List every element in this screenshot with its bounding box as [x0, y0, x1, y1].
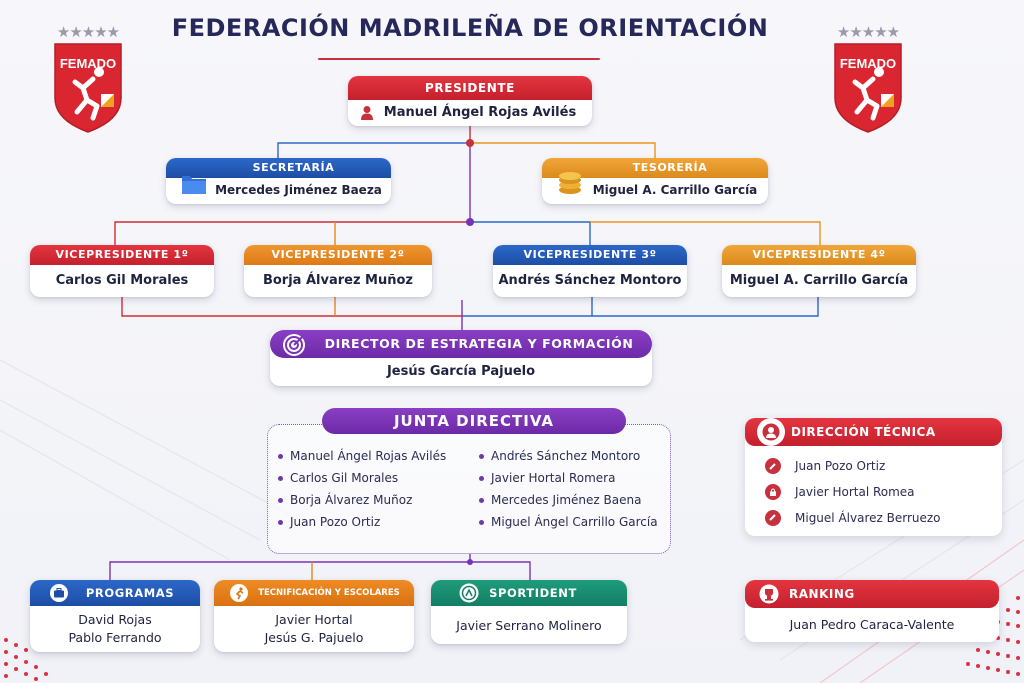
check-icon	[765, 510, 781, 526]
presidente-name: Manuel Ángel Rojas Avilés	[383, 105, 577, 120]
ranking-name: Juan Pedro Caraca-Valente	[789, 617, 955, 632]
person-icon	[757, 418, 785, 446]
folder-icon	[180, 172, 208, 196]
ranking-title: RANKING	[745, 580, 999, 608]
direccion-tecnica-title: DIRECCIÓN TÉCNICA	[745, 418, 1002, 446]
vicepresidente-4-card	[722, 245, 916, 297]
sportident-title: SPORTIDENT	[431, 580, 627, 606]
secretaria-role: SECRETARÍA	[166, 158, 391, 178]
list-item: Javier Hortal Romera	[479, 471, 658, 493]
programas-name-1: David Rojas	[78, 612, 152, 627]
vicepresidente-1-role: VICEPRESIDENTE 1º	[30, 245, 214, 265]
secretaria-card	[166, 158, 391, 204]
briefcase-icon	[50, 584, 68, 602]
runner-icon	[230, 584, 248, 602]
title-underline	[318, 58, 600, 60]
junta-directiva-box	[267, 424, 671, 554]
direccion-tecnica-panel: DIRECCIÓN TÉCNICA Juan Pozo Ortiz Javier Hortal Romea Miguel Álvarez Berruezo	[745, 418, 1002, 536]
tecnificacion-name-2: Jesús G. Pajuelo	[264, 630, 364, 645]
tecnificacion-title: TECNIFICACIÓN Y ESCOLARES	[214, 580, 414, 606]
programas-card	[30, 580, 200, 652]
ranking-panel	[745, 580, 999, 642]
vicepresidente-4-name: Miguel A. Carrillo García	[729, 273, 909, 288]
list-item: Miguel Ángel Carrillo García	[479, 515, 658, 537]
director-card	[270, 330, 652, 386]
lock-icon	[765, 484, 781, 500]
list-item: Manuel Ángel Rojas Avilés	[278, 449, 446, 471]
trophy-icon	[755, 580, 783, 608]
presidente-role: PRESIDENTE	[348, 76, 592, 100]
tecnificacion-name-1: Javier Hortal	[275, 612, 353, 627]
vicepresidente-2-role: VICEPRESIDENTE 2º	[244, 245, 432, 265]
director-role: DIRECTOR DE ESTRATEGIA Y FORMACIÓN	[270, 330, 652, 358]
page-title: FEDERACIÓN MADRILEÑA DE ORIENTACIÓN	[171, 14, 769, 42]
programas-title: PROGRAMAS	[30, 580, 200, 606]
compass-icon	[459, 583, 479, 603]
tesoreria-role: TESORERÍA	[542, 158, 768, 178]
tesoreria-name: Miguel A. Carrillo García	[592, 183, 758, 197]
director-name: Jesús García Pajuelo	[386, 364, 536, 379]
vicepresidente-3-card	[493, 245, 687, 297]
logo-text: FEMADO	[59, 56, 117, 71]
programas-name-2: Pablo Ferrando	[68, 630, 162, 645]
presidente-card	[348, 76, 592, 126]
logo-stars: ★★★★★	[836, 23, 900, 41]
logo-text: FEMADO	[839, 56, 897, 71]
logo-stars: ★★★★★	[56, 23, 120, 41]
junta-list-right	[479, 449, 658, 537]
list-item: Andrés Sánchez Montoro	[479, 449, 658, 471]
vicepresidente-3-role: VICEPRESIDENTE 3º	[493, 245, 687, 265]
list-item: Carlos Gil Morales	[278, 471, 446, 493]
vicepresidente-4-role: VICEPRESIDENTE 4º	[722, 245, 916, 265]
vicepresidente-2-card	[244, 245, 432, 297]
list-item: Mercedes Jiménez Baena	[479, 493, 658, 515]
pen-icon	[765, 458, 781, 474]
secretaria-name: Mercedes Jiménez Baeza	[215, 183, 382, 197]
target-icon	[282, 333, 306, 357]
coins-icon	[556, 170, 584, 196]
sportident-card	[431, 580, 627, 644]
junta-list-left	[278, 449, 446, 537]
vicepresidente-3-name: Andrés Sánchez Montoro	[498, 273, 682, 288]
femado-logo-left	[50, 24, 126, 134]
list-item: Borja Álvarez Muñoz	[278, 493, 446, 515]
femado-logo-right	[830, 24, 906, 134]
list-item: Juan Pozo Ortiz	[278, 515, 446, 537]
tecnificacion-card	[214, 580, 414, 652]
sportident-name: Javier Serrano Molinero	[456, 618, 602, 633]
vicepresidente-2-name: Borja Álvarez Muñoz	[262, 273, 414, 288]
vicepresidente-1-card	[30, 245, 214, 297]
vicepresidente-1-name: Carlos Gil Morales	[55, 273, 189, 288]
junta-directiva-title: JUNTA DIRECTIVA	[322, 408, 626, 434]
tesoreria-card	[542, 158, 768, 204]
